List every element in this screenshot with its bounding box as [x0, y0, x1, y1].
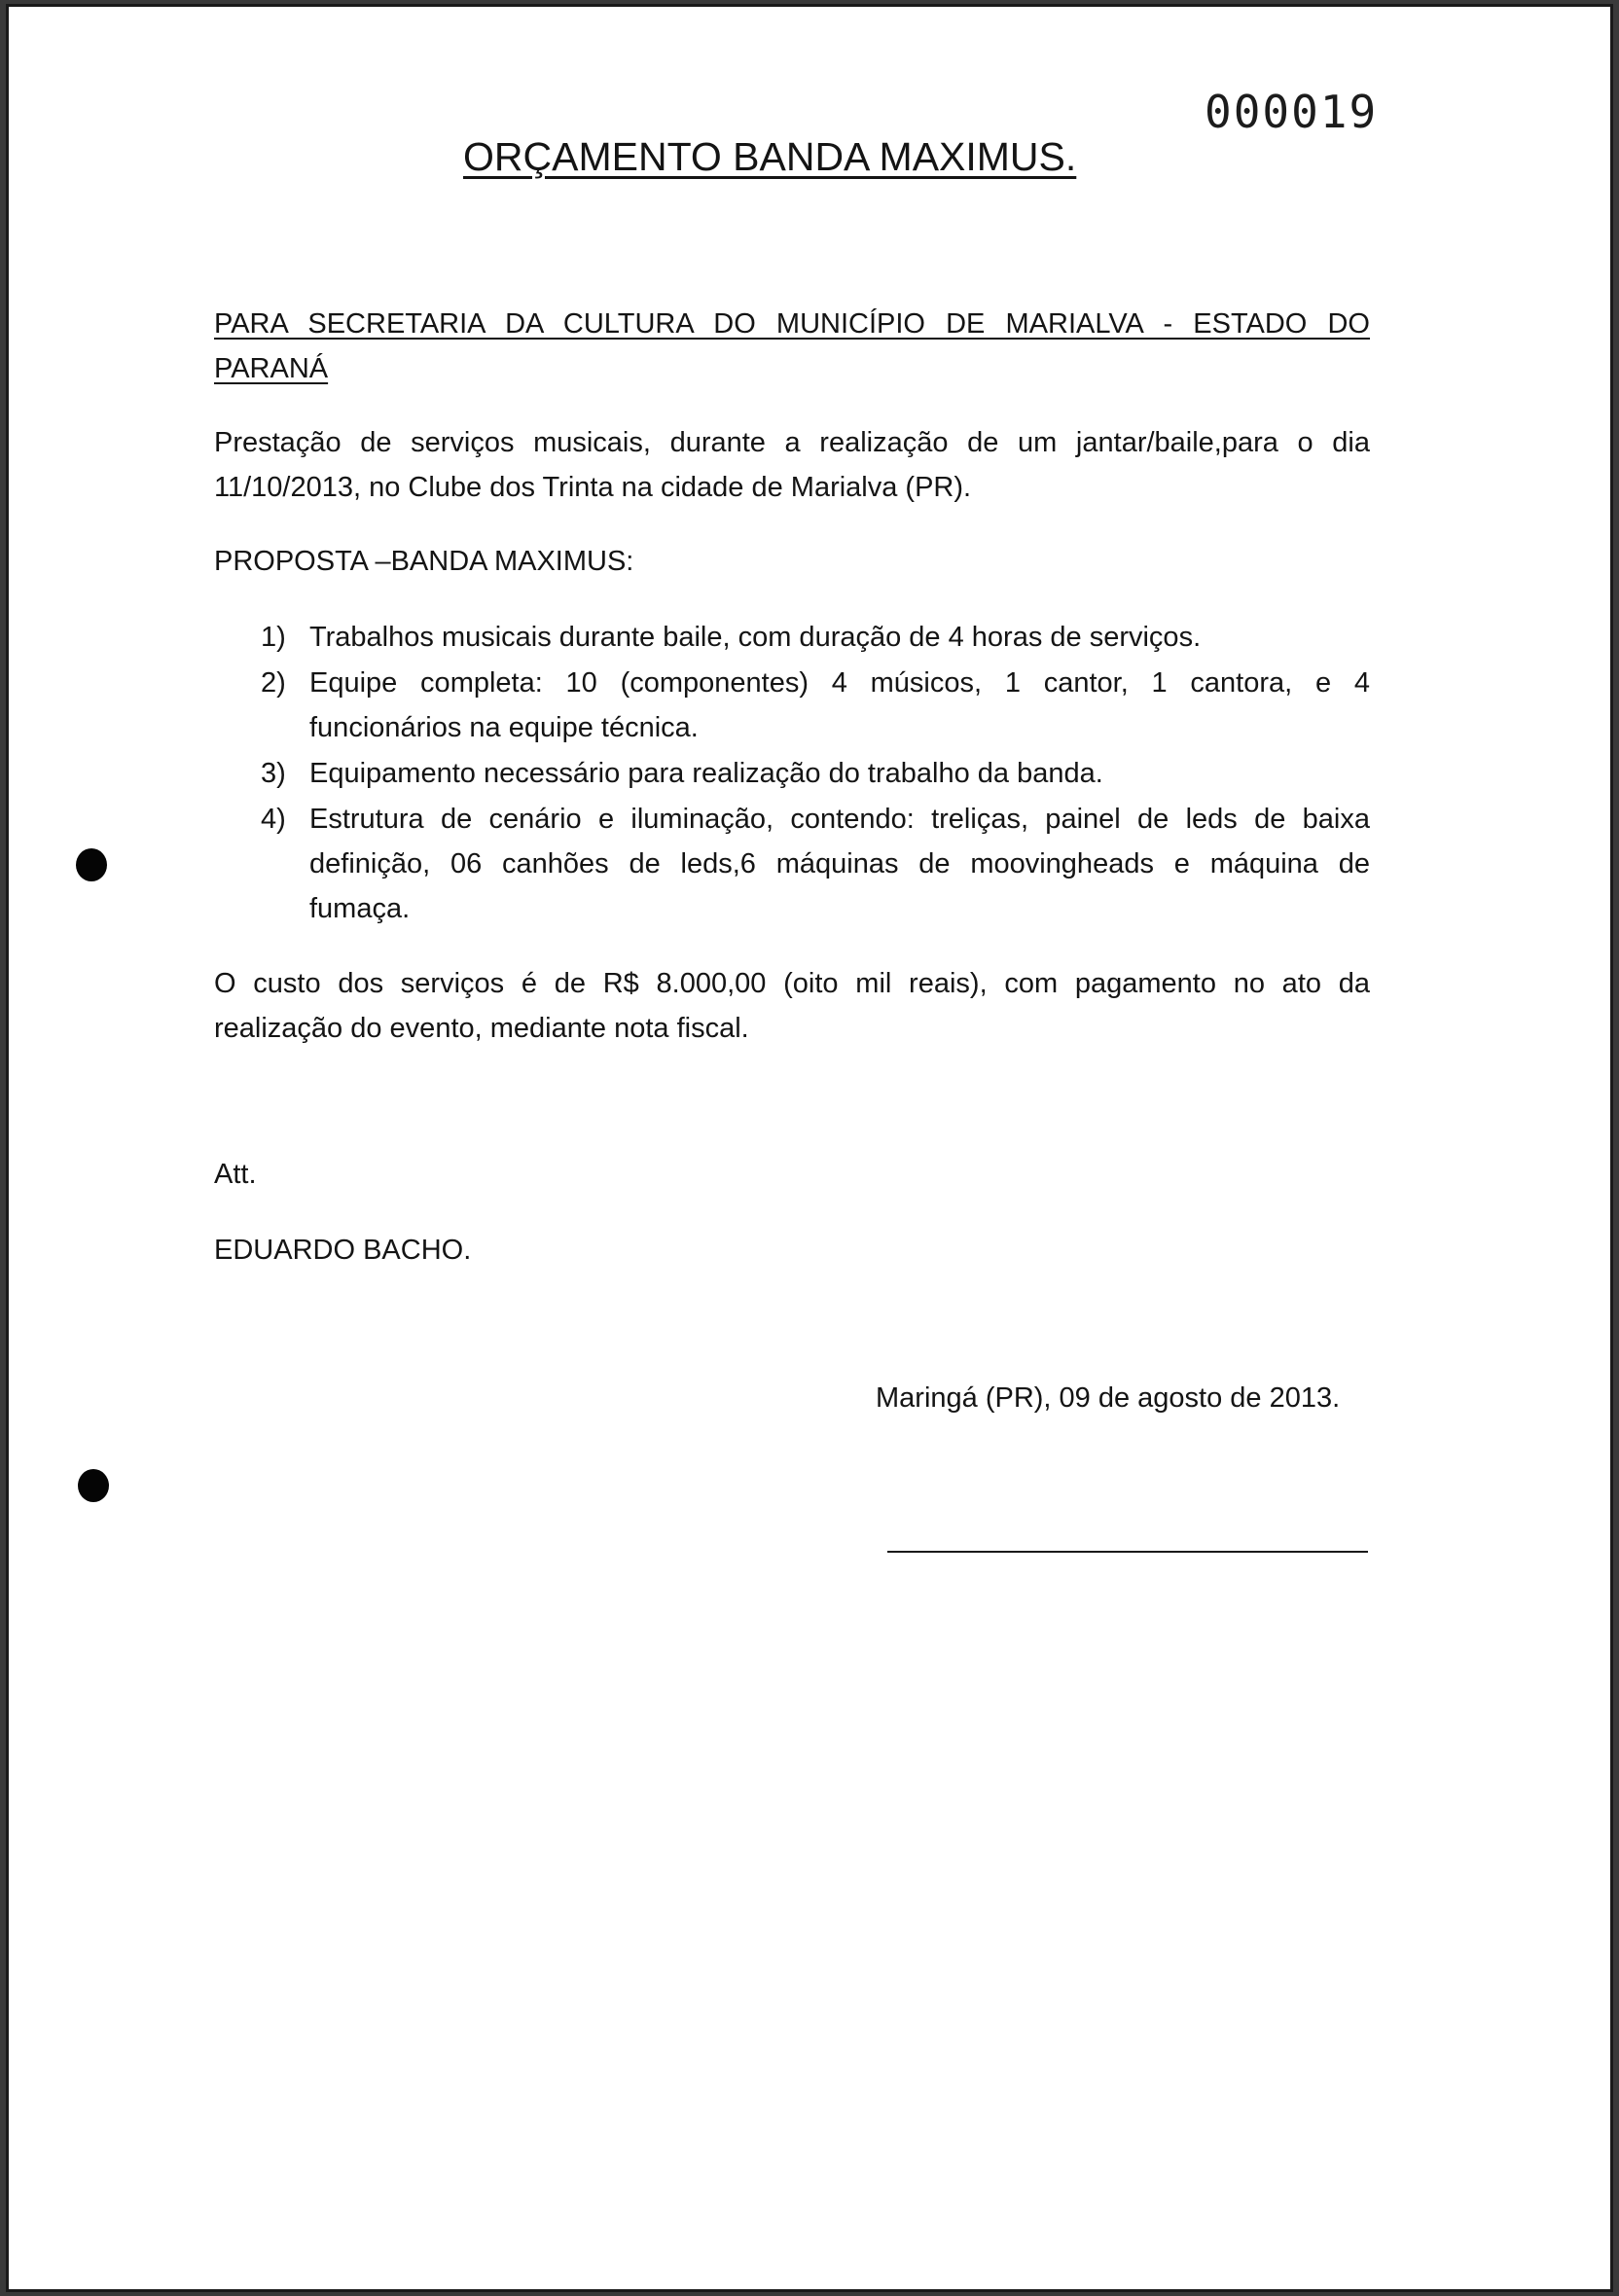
recipient-line-2: PARANÁ — [214, 353, 329, 384]
document-number: 000019 — [1205, 86, 1379, 138]
list-item-number: 1) — [261, 622, 286, 653]
closing: Att. — [214, 1159, 257, 1190]
signatory-name: EDUARDO BACHO. — [214, 1235, 472, 1266]
list-item-line: Equipamento necessário para realização do trabalho da banda. — [309, 758, 1103, 789]
punch-hole-bottom — [78, 1469, 109, 1502]
document-page — [6, 4, 1613, 2292]
list-item-line: Trabalhos musicais durante baile, com duração de 4 horas de serviços. — [309, 622, 1202, 653]
list-item-line: funcionários na equipe técnica. — [309, 712, 699, 743]
list-item-number: 3) — [261, 758, 286, 789]
list-item-line: Equipe completa: 10 (componentes) 4 músicos, 1 cantor, 1 cantora, e 4 — [309, 667, 1370, 699]
proposal-heading: PROPOSTA –BANDA MAXIMUS: — [214, 546, 634, 577]
list-item-line: definição, 06 canhões de leds,6 máquinas de moovingheads e máquina de — [309, 848, 1370, 879]
document-title: ORÇAMENTO BANDA MAXIMUS. — [463, 134, 1077, 179]
list-item-number: 2) — [261, 667, 286, 699]
intro-line-1: Prestação de serviços musicais, durante a realização de um jantar/baile,para o dia — [214, 427, 1370, 458]
list-item-number: 4) — [261, 804, 286, 835]
cost-line-1: O custo dos serviços é de R$ 8.000,00 (oito mil reais), com pagamento no ato da — [214, 968, 1370, 999]
signature-line — [887, 1551, 1368, 1553]
recipient-line-1: PARA SECRETARIA DA CULTURA DO MUNICÍPIO DE MARIALVA - ESTADO DO — [214, 308, 1370, 340]
list-item-line: Estrutura de cenário e iluminação, contendo: treliças, painel de leds de baixa — [309, 804, 1370, 835]
list-item-line: fumaça. — [309, 893, 411, 924]
place-date: Maringá (PR), 09 de agosto de 2013. — [876, 1382, 1341, 1414]
intro-line-2: 11/10/2013, no Clube dos Trinta na cidade de Marialva (PR). — [214, 472, 972, 503]
punch-hole-top — [76, 848, 107, 881]
cost-line-2: realização do evento, mediante nota fiscal. — [214, 1013, 749, 1044]
